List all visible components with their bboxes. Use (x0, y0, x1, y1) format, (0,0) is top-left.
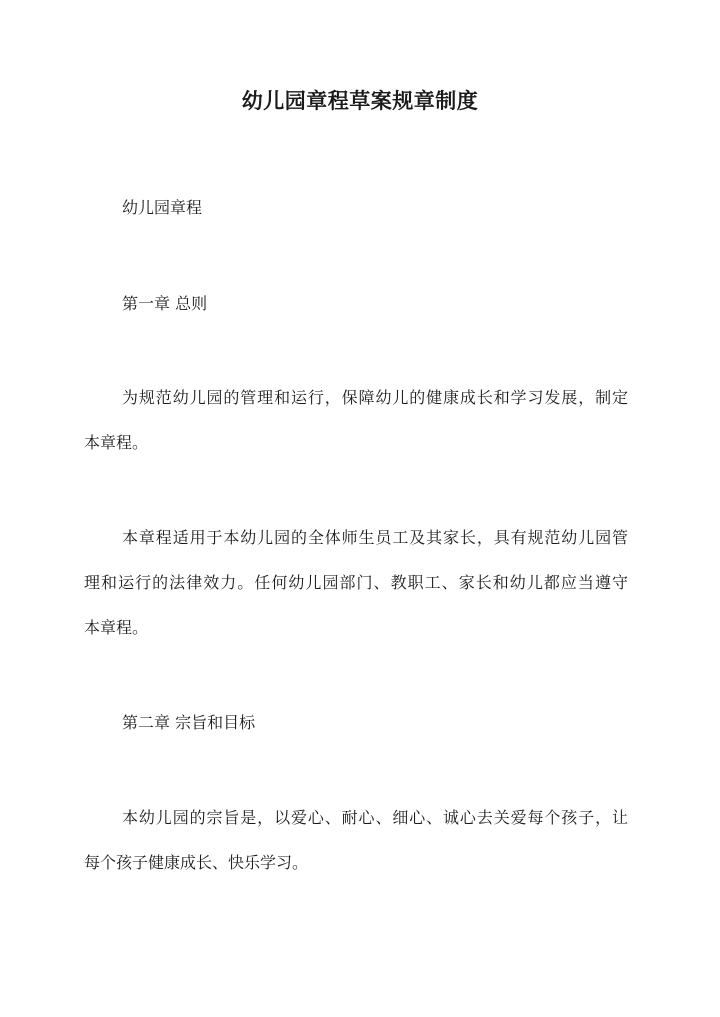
paragraph-1-line-2: 本章程。 (84, 433, 149, 452)
chapter-heading-1: 第一章 总则 (122, 294, 208, 313)
paragraph-1-line-1: 为规范幼儿园的管理和运行，保障幼儿的健康成长和学习发展，制定 (122, 388, 628, 407)
paragraph-2-line-3: 本章程。 (84, 618, 149, 637)
document-title: 幼儿园章程草案规章制度 (241, 88, 479, 113)
paragraph-2-line-2: 理和运行的法律效力。任何幼儿园部门、教职工、家长和幼儿都应当遵守 (84, 573, 628, 592)
paragraph-3-line-2: 每个孩子健康成长、快乐学习。 (84, 853, 309, 872)
paragraph-2-line-1: 本章程适用于本幼儿园的全体师生员工及其家长，具有规范幼儿园管 (122, 528, 628, 547)
chapter-heading-2: 第二章 宗旨和目标 (122, 713, 256, 732)
section-heading: 幼儿园章程 (122, 198, 203, 217)
paragraph-3-line-1: 本幼儿园的宗旨是，以爱心、耐心、细心、诚心去关爱每个孩子，让 (122, 808, 628, 827)
